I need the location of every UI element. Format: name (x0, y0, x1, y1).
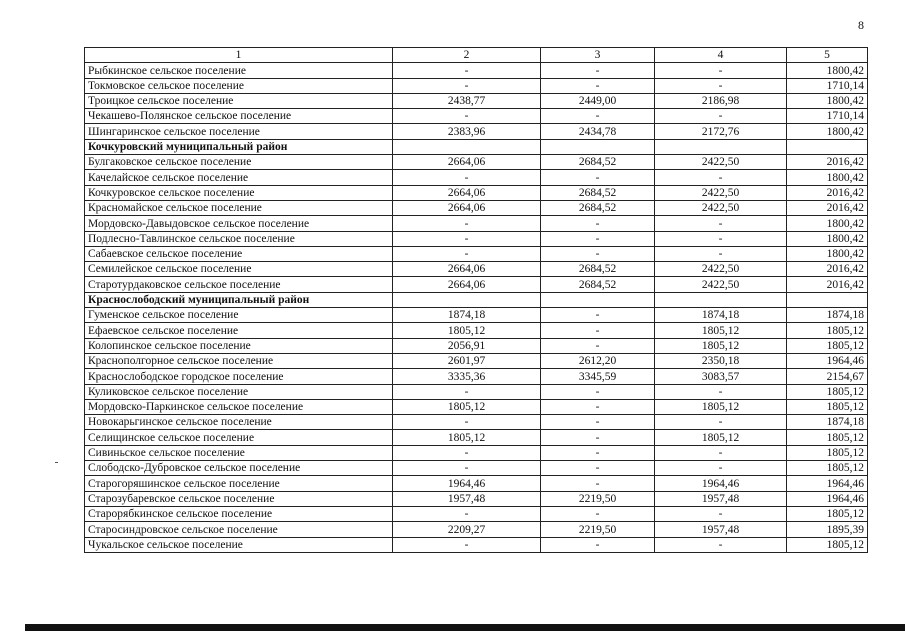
value-col5-cell: 2016,42 (787, 185, 868, 200)
value-col2-cell: - (393, 216, 541, 231)
table-row (85, 246, 868, 261)
value-col4-cell: - (655, 384, 787, 399)
value-col4-cell: - (655, 246, 787, 261)
value-col4-cell (655, 139, 787, 154)
column-header-3: 3 (541, 48, 655, 63)
district-name-cell: Краснослободский муниципальный район (85, 292, 393, 307)
value-col4-cell (655, 292, 787, 307)
value-col5-cell: 1805,12 (787, 430, 868, 445)
settlement-name-cell: Куликовское сельское поселение (85, 384, 393, 399)
value-col4-cell: - (655, 216, 787, 231)
value-col3-cell: - (541, 109, 655, 124)
value-col2-cell: 1805,12 (393, 430, 541, 445)
value-col4-cell: - (655, 415, 787, 430)
settlement-name-cell: Краснослободское городское поселение (85, 369, 393, 384)
settlement-name-cell: Старосиндровское сельское поселение (85, 522, 393, 537)
district-row (85, 292, 868, 307)
value-col4-cell: 1874,18 (655, 308, 787, 323)
value-col3-cell: - (541, 63, 655, 78)
settlement-name-cell: Гуменское сельское поселение (85, 308, 393, 323)
table-row (85, 338, 868, 353)
value-col5-cell: 2016,42 (787, 200, 868, 215)
value-col4-cell: - (655, 170, 787, 185)
value-col2-cell: 1874,18 (393, 308, 541, 323)
table-row (85, 491, 868, 506)
value-col5-cell (787, 292, 868, 307)
settlement-name-cell: Старорябкинское сельское поселение (85, 506, 393, 521)
settlement-name-cell: Чекашево-Полянское сельское поселение (85, 109, 393, 124)
settlement-name-cell: Семилейское сельское поселение (85, 262, 393, 277)
value-col4-cell: - (655, 109, 787, 124)
value-col3-cell: - (541, 246, 655, 261)
value-col3-cell: - (541, 430, 655, 445)
value-col2-cell: 2664,06 (393, 185, 541, 200)
value-col3-cell: 2612,20 (541, 353, 655, 368)
table-row (85, 308, 868, 323)
value-col5-cell: 1874,18 (787, 415, 868, 430)
table-header-row (85, 48, 868, 63)
value-col2-cell: - (393, 231, 541, 246)
value-col2-cell: 2664,06 (393, 262, 541, 277)
table-row (85, 384, 868, 399)
value-col2-cell: 2664,06 (393, 155, 541, 170)
value-col3-cell: - (541, 170, 655, 185)
value-col3-cell: - (541, 445, 655, 460)
value-col5-cell: 1805,12 (787, 384, 868, 399)
value-col3-cell: 3345,59 (541, 369, 655, 384)
table-row (85, 124, 868, 139)
value-col4-cell: - (655, 445, 787, 460)
value-col2-cell: 2664,06 (393, 200, 541, 215)
table-row (85, 369, 868, 384)
settlement-name-cell: Мордовско-Паркинское сельское поселение (85, 399, 393, 414)
column-header-5: 5 (787, 48, 868, 63)
value-col3-cell: - (541, 338, 655, 353)
value-col5-cell: 1805,12 (787, 461, 868, 476)
value-col2-cell: - (393, 537, 541, 552)
value-col4-cell: 2422,50 (655, 185, 787, 200)
settlement-name-cell: Ефаевское сельское поселение (85, 323, 393, 338)
table-row (85, 63, 868, 78)
settlement-name-cell: Старотурдаковское сельское поселение (85, 277, 393, 292)
settlement-name-cell: Слободско-Дубровское сельское поселение (85, 461, 393, 476)
value-col4-cell: 2186,98 (655, 93, 787, 108)
settlement-name-cell: Шингаринское сельское поселение (85, 124, 393, 139)
scan-edge-bar (25, 624, 905, 631)
value-col4-cell: 2422,50 (655, 200, 787, 215)
value-col2-cell: 1805,12 (393, 323, 541, 338)
value-col3-cell: 2684,52 (541, 277, 655, 292)
value-col5-cell: 1964,46 (787, 353, 868, 368)
column-header-4: 4 (655, 48, 787, 63)
value-col3-cell (541, 139, 655, 154)
value-col4-cell: 2422,50 (655, 155, 787, 170)
settlement-name-cell: Чукальское сельское поселение (85, 537, 393, 552)
value-col5-cell: 1895,39 (787, 522, 868, 537)
settlement-name-cell: Качелайское сельское поселение (85, 170, 393, 185)
value-col3-cell: - (541, 506, 655, 521)
value-col5-cell: 1805,12 (787, 399, 868, 414)
tariff-table (84, 47, 868, 553)
page-number: 8 (858, 18, 864, 32)
value-col3-cell: - (541, 399, 655, 414)
value-col4-cell: 1805,12 (655, 323, 787, 338)
value-col2-cell: - (393, 506, 541, 521)
settlement-name-cell: Красномайское сельское поселение (85, 200, 393, 215)
settlement-name-cell: Старозубаревское сельское поселение (85, 491, 393, 506)
value-col2-cell: - (393, 78, 541, 93)
settlement-name-cell: Сабаевское сельское поселение (85, 246, 393, 261)
value-col4-cell: - (655, 231, 787, 246)
value-col5-cell: 2016,42 (787, 155, 868, 170)
value-col2-cell: 2056,91 (393, 338, 541, 353)
value-col2-cell: 2664,06 (393, 277, 541, 292)
value-col3-cell: - (541, 216, 655, 231)
settlement-name-cell: Троицкое сельское поселение (85, 93, 393, 108)
value-col4-cell: 1805,12 (655, 430, 787, 445)
value-col3-cell: - (541, 415, 655, 430)
settlement-name-cell: Селищинское сельское поселение (85, 430, 393, 445)
value-col3-cell: 2684,52 (541, 262, 655, 277)
table-row (85, 461, 868, 476)
table-row (85, 262, 868, 277)
table-row (85, 353, 868, 368)
value-col2-cell: - (393, 63, 541, 78)
value-col5-cell: 1710,14 (787, 109, 868, 124)
value-col4-cell: - (655, 63, 787, 78)
value-col5-cell: 1964,46 (787, 491, 868, 506)
table-row (85, 476, 868, 491)
value-col5-cell: 1800,42 (787, 231, 868, 246)
value-col2-cell: - (393, 461, 541, 476)
settlement-name-cell: Кочкуровское сельское поселение (85, 185, 393, 200)
value-col2-cell: 2438,77 (393, 93, 541, 108)
table-row (85, 93, 868, 108)
value-col2-cell: 1805,12 (393, 399, 541, 414)
table-row (85, 399, 868, 414)
table-row (85, 537, 868, 552)
value-col5-cell: 1805,12 (787, 537, 868, 552)
value-col5-cell: 1964,46 (787, 476, 868, 491)
value-col5-cell: 1800,42 (787, 246, 868, 261)
value-col3-cell: - (541, 231, 655, 246)
value-col5-cell: 2154,67 (787, 369, 868, 384)
settlement-name-cell: Булгаковское сельское поселение (85, 155, 393, 170)
value-col4-cell: 1805,12 (655, 338, 787, 353)
settlement-name-cell: Сивиньское сельское поселение (85, 445, 393, 460)
value-col3-cell: - (541, 537, 655, 552)
district-name-cell: Кочкуровский муниципальный район (85, 139, 393, 154)
value-col3-cell: - (541, 384, 655, 399)
value-col4-cell: 2422,50 (655, 277, 787, 292)
table-row (85, 216, 868, 231)
table-row (85, 430, 868, 445)
scan-mark (55, 462, 58, 463)
value-col5-cell: 1800,42 (787, 93, 868, 108)
value-col4-cell: - (655, 537, 787, 552)
value-col2-cell (393, 292, 541, 307)
value-col2-cell (393, 139, 541, 154)
table-row (85, 155, 868, 170)
value-col3-cell: 2684,52 (541, 185, 655, 200)
value-col3-cell: 2219,50 (541, 491, 655, 506)
table-row (85, 506, 868, 521)
settlement-name-cell: Новокарьгинское сельское поселение (85, 415, 393, 430)
table-body (85, 48, 868, 553)
value-col2-cell: - (393, 445, 541, 460)
value-col2-cell: 2209,27 (393, 522, 541, 537)
settlement-name-cell: Краснополгорное сельское поселение (85, 353, 393, 368)
table-row (85, 277, 868, 292)
value-col5-cell: 1805,12 (787, 506, 868, 521)
value-col5-cell: 2016,42 (787, 262, 868, 277)
value-col3-cell: 2684,52 (541, 200, 655, 215)
value-col4-cell: 2172,76 (655, 124, 787, 139)
value-col3-cell: 2684,52 (541, 155, 655, 170)
value-col5-cell: 1800,42 (787, 124, 868, 139)
value-col5-cell (787, 139, 868, 154)
value-col2-cell: - (393, 246, 541, 261)
table-row (85, 522, 868, 537)
settlement-name-cell: Колопинское сельское поселение (85, 338, 393, 353)
value-col2-cell: 2601,97 (393, 353, 541, 368)
value-col4-cell: - (655, 506, 787, 521)
column-header-1: 1 (85, 48, 393, 63)
value-col2-cell: - (393, 170, 541, 185)
value-col3-cell: - (541, 476, 655, 491)
table-row (85, 445, 868, 460)
value-col4-cell: - (655, 461, 787, 476)
column-header-2: 2 (393, 48, 541, 63)
settlement-name-cell: Старогоряшинское сельское поселение (85, 476, 393, 491)
value-col4-cell: 2350,18 (655, 353, 787, 368)
settlement-name-cell: Токмовское сельское поселение (85, 78, 393, 93)
value-col4-cell: 1805,12 (655, 399, 787, 414)
district-row (85, 139, 868, 154)
table-row (85, 185, 868, 200)
table-row (85, 231, 868, 246)
value-col4-cell: 1957,48 (655, 522, 787, 537)
value-col5-cell: 1800,42 (787, 216, 868, 231)
value-col3-cell: - (541, 323, 655, 338)
value-col3-cell: 2219,50 (541, 522, 655, 537)
value-col2-cell: - (393, 109, 541, 124)
value-col3-cell: - (541, 78, 655, 93)
value-col5-cell: 1800,42 (787, 170, 868, 185)
value-col4-cell: 3083,57 (655, 369, 787, 384)
value-col5-cell: 1805,12 (787, 323, 868, 338)
value-col5-cell: 1710,14 (787, 78, 868, 93)
value-col5-cell: 1874,18 (787, 308, 868, 323)
value-col3-cell: - (541, 308, 655, 323)
value-col2-cell: 3335,36 (393, 369, 541, 384)
value-col5-cell: 1800,42 (787, 63, 868, 78)
value-col5-cell: 2016,42 (787, 277, 868, 292)
table-row (85, 323, 868, 338)
table-row (85, 78, 868, 93)
table-row (85, 170, 868, 185)
value-col3-cell: - (541, 461, 655, 476)
table-row (85, 109, 868, 124)
value-col2-cell: - (393, 384, 541, 399)
table-row (85, 200, 868, 215)
settlement-name-cell: Мордовско-Давыдовское сельское поселение (85, 216, 393, 231)
value-col2-cell: 1957,48 (393, 491, 541, 506)
value-col4-cell: 1964,46 (655, 476, 787, 491)
table-row (85, 415, 868, 430)
settlement-name-cell: Рыбкинское сельское поселение (85, 63, 393, 78)
value-col2-cell: 1964,46 (393, 476, 541, 491)
value-col4-cell: 2422,50 (655, 262, 787, 277)
value-col4-cell: - (655, 78, 787, 93)
value-col3-cell: 2449,00 (541, 93, 655, 108)
value-col4-cell: 1957,48 (655, 491, 787, 506)
value-col5-cell: 1805,12 (787, 338, 868, 353)
value-col2-cell: 2383,96 (393, 124, 541, 139)
settlement-name-cell: Подлесно-Тавлинское сельское поселение (85, 231, 393, 246)
value-col2-cell: - (393, 415, 541, 430)
value-col3-cell (541, 292, 655, 307)
value-col3-cell: 2434,78 (541, 124, 655, 139)
value-col5-cell: 1805,12 (787, 445, 868, 460)
